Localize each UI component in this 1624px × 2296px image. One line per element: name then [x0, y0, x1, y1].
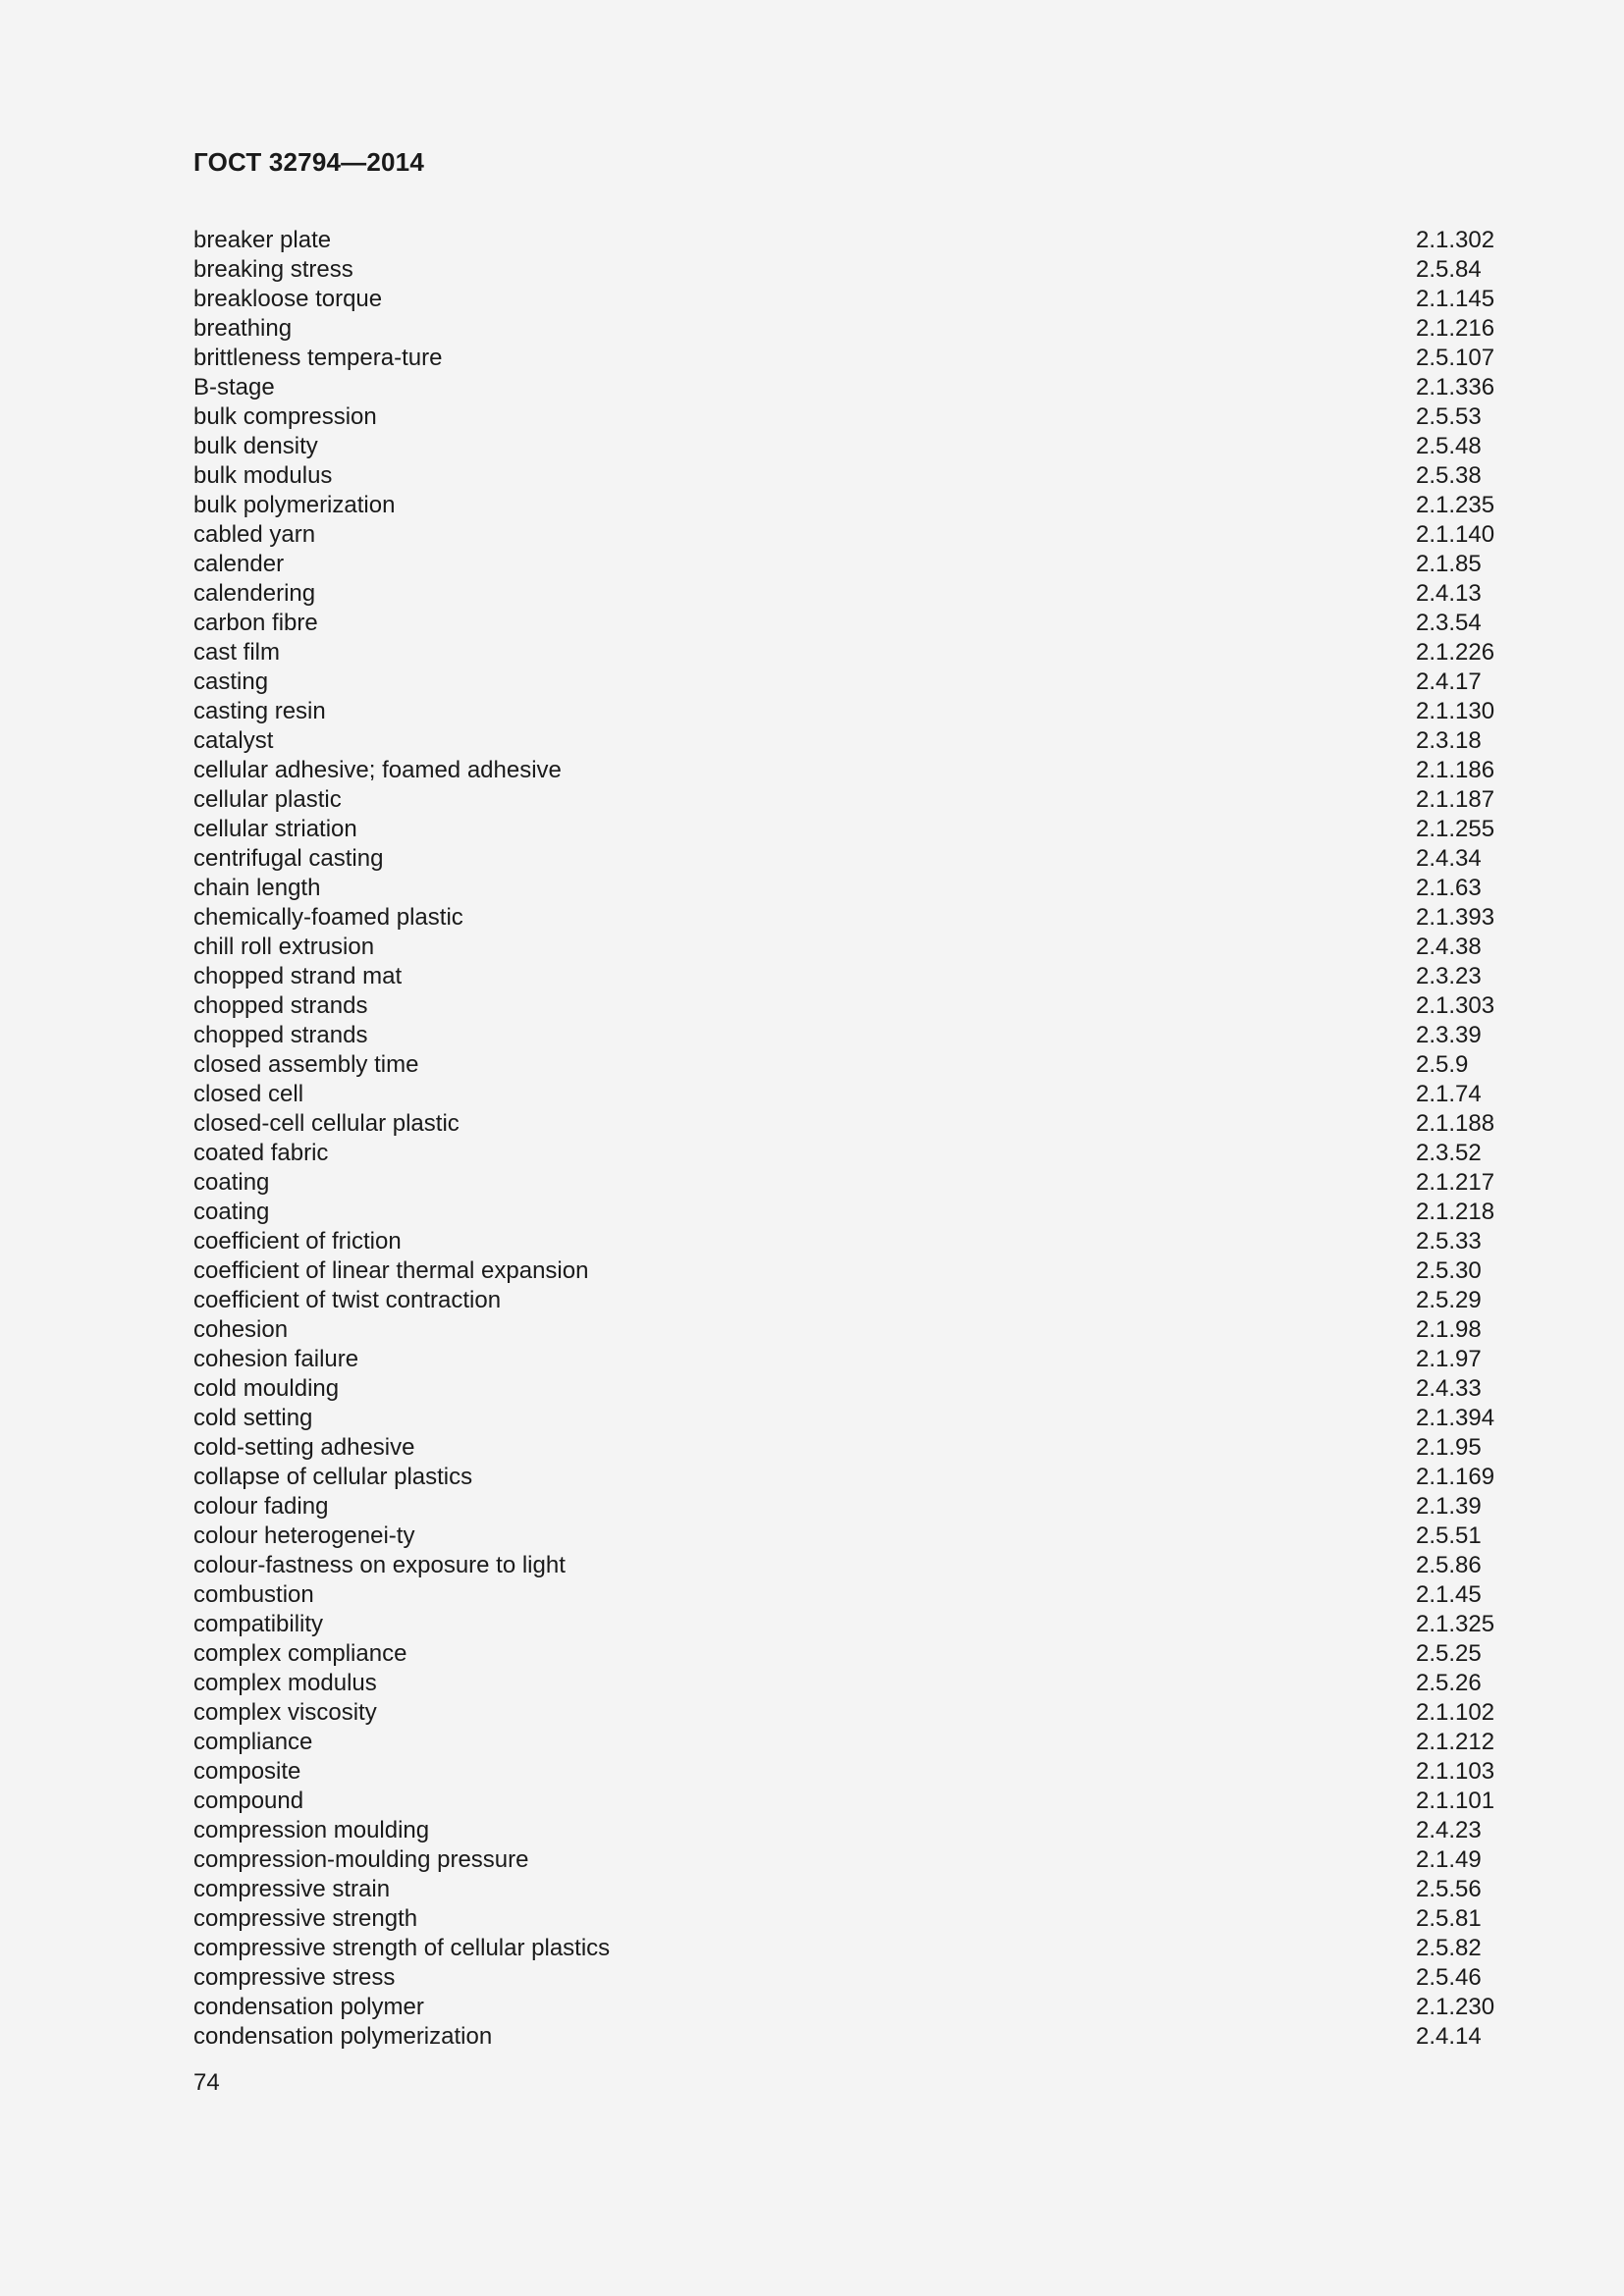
- index-term: cast film: [193, 639, 281, 666]
- index-reference: 2.1.302: [1416, 227, 1495, 253]
- index-term: colour heterogenei-ty: [193, 1522, 415, 1549]
- index-term: coated fabric: [193, 1140, 329, 1166]
- index-entry: [193, 1522, 1499, 1551]
- index-term: compliance: [193, 1729, 313, 1755]
- index-term: cold-setting adhesive: [193, 1434, 415, 1461]
- index-entry: [193, 1050, 1499, 1080]
- index-reference: 2.1.49: [1416, 1846, 1482, 1873]
- index-entry: [193, 1904, 1499, 1934]
- index-entry: [193, 2022, 1499, 2052]
- index-reference: 2.4.13: [1416, 580, 1482, 607]
- index-entry: [193, 226, 1499, 255]
- index-entry: [193, 1256, 1499, 1286]
- index-entry: [193, 1080, 1499, 1109]
- index-entry: [193, 874, 1499, 903]
- index-term: coefficient of linear thermal expansion: [193, 1257, 589, 1284]
- index-reference: 2.5.51: [1416, 1522, 1482, 1549]
- index-reference: 2.3.52: [1416, 1140, 1482, 1166]
- index-term: brittleness tempera-ture: [193, 345, 443, 371]
- index-term: chopped strands: [193, 992, 368, 1019]
- index-entry: [193, 520, 1499, 550]
- index-entry: [193, 1728, 1499, 1757]
- index-reference: 2.1.63: [1416, 875, 1482, 901]
- index-reference: 2.5.107: [1416, 345, 1495, 371]
- index-reference: 2.5.46: [1416, 1964, 1482, 1991]
- index-term: compound: [193, 1788, 304, 1814]
- index-term: breathing: [193, 315, 293, 342]
- index-reference: 2.1.39: [1416, 1493, 1482, 1520]
- index-reference: 2.1.212: [1416, 1729, 1495, 1755]
- index-list: [193, 226, 1499, 2052]
- index-entry: [193, 1286, 1499, 1315]
- index-entry: [193, 991, 1499, 1021]
- index-term: casting resin: [193, 698, 326, 724]
- index-term: chopped strand mat: [193, 963, 403, 989]
- index-reference: 2.1.97: [1416, 1346, 1482, 1372]
- index-term: cold moulding: [193, 1375, 340, 1402]
- index-entry: [193, 579, 1499, 609]
- index-entry: [193, 667, 1499, 697]
- index-entry: [193, 1787, 1499, 1816]
- index-entry: [193, 726, 1499, 756]
- index-entry: [193, 933, 1499, 962]
- index-term: compatibility: [193, 1611, 324, 1637]
- index-reference: 2.1.336: [1416, 374, 1495, 400]
- index-term: bulk density: [193, 433, 318, 459]
- index-reference: 2.5.38: [1416, 462, 1482, 489]
- index-term: closed-cell cellular plastic: [193, 1110, 460, 1137]
- index-reference: 2.1.45: [1416, 1581, 1482, 1608]
- index-reference: 2.1.74: [1416, 1081, 1482, 1107]
- index-term: coating: [193, 1199, 270, 1225]
- index-reference: 2.5.82: [1416, 1935, 1482, 1961]
- index-term: complex compliance: [193, 1640, 407, 1667]
- index-term: compressive strength: [193, 1905, 418, 1932]
- index-term: condensation polymer: [193, 1994, 424, 2020]
- index-term: coefficient of friction: [193, 1228, 402, 1255]
- index-entry: [193, 1934, 1499, 1963]
- index-term: breaking stress: [193, 256, 353, 283]
- index-term: compressive strain: [193, 1876, 391, 1902]
- index-reference: 2.1.103: [1416, 1758, 1495, 1785]
- index-reference: 2.5.26: [1416, 1670, 1482, 1696]
- index-entry: [193, 1345, 1499, 1374]
- index-reference: 2.4.23: [1416, 1817, 1482, 1843]
- index-reference: 2.5.81: [1416, 1905, 1482, 1932]
- index-reference: 2.1.130: [1416, 698, 1495, 724]
- index-term: closed assembly time: [193, 1051, 419, 1078]
- index-term: colour fading: [193, 1493, 329, 1520]
- index-term: breaker plate: [193, 227, 332, 253]
- index-term: breakloose torque: [193, 286, 383, 312]
- index-term: closed cell: [193, 1081, 304, 1107]
- index-entry: [193, 491, 1499, 520]
- index-entry: [193, 785, 1499, 815]
- index-entry: [193, 903, 1499, 933]
- index-reference: 2.4.38: [1416, 934, 1482, 960]
- index-reference: 2.1.169: [1416, 1464, 1495, 1490]
- index-reference: 2.5.53: [1416, 403, 1482, 430]
- index-term: cold setting: [193, 1405, 313, 1431]
- index-entry: [193, 314, 1499, 344]
- index-term: centrifugal casting: [193, 845, 384, 872]
- index-term: chopped strands: [193, 1022, 368, 1048]
- index-entry: [193, 550, 1499, 579]
- index-term: carbon fibre: [193, 610, 318, 636]
- index-reference: 2.3.39: [1416, 1022, 1482, 1048]
- index-term: cellular striation: [193, 816, 357, 842]
- index-reference: 2.1.101: [1416, 1788, 1495, 1814]
- index-entry: [193, 1463, 1499, 1492]
- index-reference: 2.1.226: [1416, 639, 1495, 666]
- index-term: compression moulding: [193, 1817, 430, 1843]
- index-entry: [193, 1551, 1499, 1580]
- index-term: combustion: [193, 1581, 314, 1608]
- index-term: condensation polymerization: [193, 2023, 493, 2050]
- index-reference: 2.4.17: [1416, 668, 1482, 695]
- index-entry: [193, 1404, 1499, 1433]
- index-term: cohesion failure: [193, 1346, 359, 1372]
- index-reference: 2.4.34: [1416, 845, 1482, 872]
- index-reference: 2.5.29: [1416, 1287, 1482, 1313]
- index-reference: 2.5.56: [1416, 1876, 1482, 1902]
- index-term: cellular adhesive; foamed adhesive: [193, 757, 562, 783]
- index-reference: 2.1.394: [1416, 1405, 1495, 1431]
- index-reference: 2.1.187: [1416, 786, 1495, 813]
- index-entry: [193, 1757, 1499, 1787]
- index-reference: 2.1.325: [1416, 1611, 1495, 1637]
- index-reference: 2.3.54: [1416, 610, 1482, 636]
- index-reference: 2.4.14: [1416, 2023, 1482, 2050]
- index-entry: [193, 373, 1499, 402]
- index-term: collapse of cellular plastics: [193, 1464, 473, 1490]
- index-term: chemically-foamed plastic: [193, 904, 463, 931]
- index-entry: [193, 609, 1499, 638]
- index-entry: [193, 962, 1499, 991]
- index-entry: [193, 1227, 1499, 1256]
- index-reference: 2.1.188: [1416, 1110, 1495, 1137]
- index-term: catalyst: [193, 727, 274, 754]
- index-reference: 2.5.9: [1416, 1051, 1469, 1078]
- index-entry: [193, 1816, 1499, 1845]
- index-term: compressive strength of cellular plastics: [193, 1935, 611, 1961]
- index-reference: 2.1.85: [1416, 551, 1482, 577]
- index-entry: [193, 402, 1499, 432]
- page-header: ГОСТ 32794—2014: [193, 147, 424, 177]
- index-entry: [193, 1845, 1499, 1875]
- page-number: 74: [193, 2069, 220, 2096]
- index-reference: 2.1.186: [1416, 757, 1495, 783]
- index-entry: [193, 1492, 1499, 1522]
- index-entry: [193, 285, 1499, 314]
- index-entry: [193, 344, 1499, 373]
- index-reference: 2.4.33: [1416, 1375, 1482, 1402]
- index-entry: [193, 255, 1499, 285]
- index-term: chain length: [193, 875, 321, 901]
- index-reference: 2.1.303: [1416, 992, 1495, 1019]
- index-term: compression-moulding pressure: [193, 1846, 529, 1873]
- index-reference: 2.5.25: [1416, 1640, 1482, 1667]
- index-reference: 2.1.217: [1416, 1169, 1495, 1196]
- index-term: colour-fastness on exposure to light: [193, 1552, 566, 1578]
- index-entry: [193, 756, 1499, 785]
- index-term: compressive stress: [193, 1964, 396, 1991]
- index-reference: 2.3.18: [1416, 727, 1482, 754]
- index-term: cellular plastic: [193, 786, 342, 813]
- index-entry: [193, 697, 1499, 726]
- index-entry: [193, 1168, 1499, 1198]
- index-term: cohesion: [193, 1316, 289, 1343]
- index-reference: 2.5.30: [1416, 1257, 1482, 1284]
- index-entry: [193, 1021, 1499, 1050]
- index-term: complex modulus: [193, 1670, 377, 1696]
- index-entry: [193, 1639, 1499, 1669]
- index-term: chill roll extrusion: [193, 934, 375, 960]
- index-entry: [193, 1610, 1499, 1639]
- index-reference: 2.1.235: [1416, 492, 1495, 518]
- index-entry: [193, 1993, 1499, 2022]
- index-reference: 2.1.230: [1416, 1994, 1495, 2020]
- index-reference: 2.3.23: [1416, 963, 1482, 989]
- index-term: composite: [193, 1758, 301, 1785]
- index-reference: 2.5.48: [1416, 433, 1482, 459]
- index-term: cabled yarn: [193, 521, 316, 548]
- index-term: calender: [193, 551, 285, 577]
- index-reference: 2.1.255: [1416, 816, 1495, 842]
- index-entry: [193, 1139, 1499, 1168]
- index-entry: [193, 1315, 1499, 1345]
- index-reference: 2.1.393: [1416, 904, 1495, 931]
- index-entry: [193, 815, 1499, 844]
- index-term: bulk compression: [193, 403, 377, 430]
- index-term: bulk modulus: [193, 462, 333, 489]
- index-reference: 2.5.33: [1416, 1228, 1482, 1255]
- index-reference: 2.1.102: [1416, 1699, 1495, 1726]
- index-reference: 2.1.218: [1416, 1199, 1495, 1225]
- index-entry: [193, 1698, 1499, 1728]
- index-term: coating: [193, 1169, 270, 1196]
- index-entry: [193, 432, 1499, 461]
- index-entry: [193, 1580, 1499, 1610]
- index-reference: 2.5.86: [1416, 1552, 1482, 1578]
- index-entry: [193, 1875, 1499, 1904]
- index-term: bulk polymerization: [193, 492, 396, 518]
- index-entry: [193, 1669, 1499, 1698]
- index-reference: 2.1.95: [1416, 1434, 1482, 1461]
- index-entry: [193, 1433, 1499, 1463]
- index-reference: 2.1.216: [1416, 315, 1495, 342]
- index-reference: 2.1.140: [1416, 521, 1495, 548]
- index-entry: [193, 461, 1499, 491]
- index-term: coefficient of twist contraction: [193, 1287, 502, 1313]
- index-term: casting: [193, 668, 269, 695]
- index-entry: [193, 844, 1499, 874]
- index-reference: 2.1.98: [1416, 1316, 1482, 1343]
- index-entry: [193, 1374, 1499, 1404]
- index-entry: [193, 1198, 1499, 1227]
- index-reference: 2.5.84: [1416, 256, 1482, 283]
- index-term: complex viscosity: [193, 1699, 377, 1726]
- index-reference: 2.1.145: [1416, 286, 1495, 312]
- index-term: calendering: [193, 580, 316, 607]
- index-entry: [193, 1109, 1499, 1139]
- index-term: B-stage: [193, 374, 275, 400]
- index-entry: [193, 1963, 1499, 1993]
- index-entry: [193, 638, 1499, 667]
